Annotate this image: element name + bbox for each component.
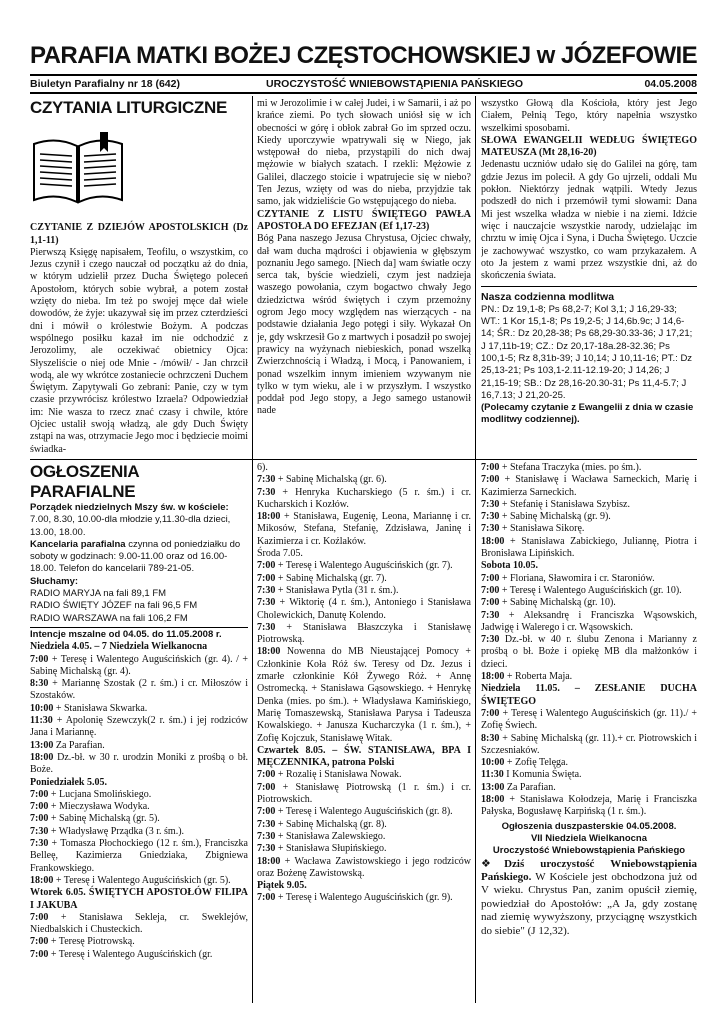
intention-entry <box>30 875 248 887</box>
intention-entry <box>30 740 248 752</box>
intention-entry <box>30 912 248 937</box>
intention-entry <box>481 782 697 794</box>
intention-time: 7:30 <box>481 511 500 523</box>
intention-entry <box>30 715 248 740</box>
intention-text: + Wiktorię (4 r. śm.), Antoniego i Stanisława Cholewickich, Danutę Kolendo. <box>257 597 471 621</box>
intention-entry <box>481 474 697 499</box>
intention-text: + Mariannę Szostak (2 r. śm.) i cr. Miłoszów i Szostaków. <box>30 678 248 702</box>
column-rule-1 <box>252 96 253 1003</box>
mass-order-heading: Porządek niedzielnych Mszy św. w kościele: <box>30 502 229 513</box>
intention-entry <box>481 671 697 683</box>
gospel-text: Jedenastu uczniów udało się do Galilei na górę, tam gdzie Jezus im polecił. A gdy Go ujrzeli, oddali Mu pokłon. Niektórzy jednak wątpili. Wtedy Jezus podszedł do nich i przemówił tymi słowami: Dana Mi jest wszelka władza w niebie i na ziemi. Idźcie więc i nauczajcie wszystkie narody, udzielając im chrztu w imię Ojca i Syna, i Ducha Świętego. Uczcie je zachowywać wszystko, co wam przykazałem. A oto Ja jestem z wami przez wszystkie dni, aż do skończenia świata. <box>481 159 697 282</box>
intention-time: 8:30 <box>30 678 49 690</box>
radio-1: RADIO MARYJA na fali 89,1 FM <box>30 588 167 600</box>
intention-entry <box>481 560 697 572</box>
intention-time: Poniedziałek 5.05. <box>30 776 107 788</box>
first-reading-continued: mi w Jerozolimie i w całej Judei, i w Samarii, i aż po krańce ziemi. Po tych słowach uniósł się w ich obecności w górę i obłok zabrał Go im sprzed oczu. Kiedy uporczywie wpatrywali się w Niego, jak wstępował do nieba, przystąpili do nich dwaj mężowie w białych szatach. I rzekli: Mężowie z Galilei, dlaczego stoicie i wpatrujecie się w niebo? Ten Jezus, wzięty od was do nieba, przyjdzie tak samo, jak widzieliście Go wstępującego do nieba. <box>257 98 471 208</box>
intention-time: 7:00 <box>257 560 276 572</box>
intention-text: + Sabinę Michalską (gr. 7). <box>275 572 387 584</box>
intention-entry <box>481 462 697 474</box>
intention-time: Niedziela 4.05. – 7 Niedziela Wielkanocna <box>30 641 208 653</box>
intention-text: + Sabinę Michalską (gr. 9). <box>499 511 611 523</box>
intention-entry <box>257 487 471 512</box>
intention-text: + Stanisława Zalewskiego. <box>275 830 386 842</box>
intention-time: 7:00 <box>481 584 500 596</box>
intention-time: 7:00 <box>30 936 49 948</box>
intention-time: 7:00 <box>481 572 500 584</box>
intention-time: 10:00 <box>481 757 505 769</box>
intention-entry <box>481 499 697 511</box>
intention-text: + Roberta Maja. <box>504 671 573 683</box>
feast-title: UROCZYSTOŚĆ WNIEBOWSTĄPIENIA PAŃSKIEGO <box>266 78 524 90</box>
pastoral-heading-1: Ogłoszenia duszpasterskie 04.05.2008. <box>501 820 677 832</box>
intention-entry <box>257 597 471 622</box>
intention-entry <box>257 560 471 572</box>
intention-text: Za Parafian. <box>504 781 556 793</box>
intention-text: + Stanisława Błaszczyka i Stanisławę Piotrowską. <box>257 621 471 646</box>
intention-text: + Sabinę Michalską (gr. 8). <box>275 818 387 830</box>
intention-time: 7:30 <box>257 621 276 633</box>
intention-time: 7:00 <box>30 813 49 825</box>
announcements-title: OGŁOSZENIA PARAFIALNE <box>30 462 140 501</box>
intention-entry <box>481 683 697 708</box>
intention-text: + Lucjana Smolińskiego. <box>48 788 152 800</box>
intention-time: 7:30 <box>257 818 276 830</box>
intention-entry <box>257 511 471 548</box>
intention-time: 7:00 <box>257 769 276 781</box>
bulletin-number: Biuletyn Parafialny nr 18 (642) <box>30 78 180 90</box>
intention-entry <box>481 634 697 671</box>
section-rule <box>30 459 697 460</box>
intention-text: + Stanisława Sekleja, cr. Sweklejów, Niedbalskich i Chusteckich. <box>30 911 248 936</box>
intention-time: 18:00 <box>481 671 505 683</box>
intention-time: 7:30 <box>257 486 276 498</box>
intention-time: 7:00 <box>30 653 49 665</box>
intention-entry <box>30 826 248 838</box>
intention-time: 7:00 <box>257 572 276 584</box>
intention-entry <box>257 474 471 486</box>
intention-text: + Teresę i Walentego Auguścińskich (gr. 7). <box>275 560 453 572</box>
intention-entry <box>257 831 471 843</box>
intention-text: + Sabinę Michalską (gr. 5). <box>48 813 160 825</box>
intention-text: + Stanisława Sikorę. <box>499 523 585 535</box>
office-heading: Kancelaria parafialna <box>30 538 126 550</box>
intention-time: 7:30 <box>257 830 276 842</box>
intention-time: 18:00 <box>257 855 281 867</box>
intention-time: 7:30 <box>481 634 500 646</box>
intention-time: 10:00 <box>30 702 54 714</box>
intention-entry <box>257 585 471 597</box>
intention-text: Dz.-bł. w 30 r. urodzin Moniki z prośbą o bł. Boże. <box>30 751 248 776</box>
intention-entry <box>30 887 248 912</box>
intention-text: + Tomasza Płochockiego (12 r. śm.), Franciszka Belleę, Kazimierza Gniedziaka, Zbigniewa Frankowskiego. <box>30 838 248 874</box>
open-bible-icon <box>30 124 126 208</box>
intentions-list-2 <box>257 462 471 905</box>
intention-entry <box>481 536 697 561</box>
intention-text: 6). <box>257 462 268 473</box>
intention-entry <box>481 585 697 597</box>
pastoral-heading-2: VII Niedziela Wielkanocna <box>530 832 648 844</box>
intention-time: 7:30 <box>30 838 49 850</box>
intention-entry <box>30 949 248 961</box>
intention-time: Piątek 9.05. <box>257 880 307 892</box>
intention-time: 7:30 <box>30 825 49 837</box>
intention-text: + Stanisławę Piotrowską (1 r. śm.) i cr. Piotrowskich. <box>257 781 471 806</box>
intention-entry <box>481 733 697 758</box>
newspaper-title: PARAFIA MATKI BOŻEJ CZĘSTOCHOWSKIEJ w JÓZEFOWIE <box>30 42 697 69</box>
intention-time: 18:00 <box>481 535 505 547</box>
second-reading-continued: wszystko Głową dla Kościoła, który jest Jego Ciałem, Pełnią Tego, który napełnia wszystko wszelkimi sposobami. <box>481 98 697 134</box>
intention-time: 7:00 <box>257 806 276 818</box>
intention-time: 7:30 <box>257 597 276 609</box>
intention-time: 13:00 <box>481 781 505 793</box>
intention-entry <box>30 801 248 813</box>
intention-text: + Teresę i Walentego Auguścińskich (gr. <box>48 948 213 960</box>
intention-entry <box>481 610 697 635</box>
intention-text: + Stefanię i Stanisława Szybisz. <box>499 498 630 510</box>
intention-time: 7:00 <box>30 801 49 813</box>
intention-entry <box>481 708 697 733</box>
intention-time: 18:00 <box>257 646 281 658</box>
issue-date: 04.05.2008 <box>644 78 697 90</box>
listen-heading: Słuchamy: <box>30 575 79 587</box>
readings-title: CZYTANIA LITURGICZNE <box>30 98 228 117</box>
intention-entry <box>257 843 471 855</box>
intention-entry <box>481 523 697 535</box>
intention-time: 18:00 <box>481 794 505 806</box>
intention-time: 18:00 <box>30 751 54 763</box>
intention-text: + Teresę Piotrowską. <box>48 936 135 948</box>
intention-entry <box>257 548 471 560</box>
intention-entry <box>30 654 248 679</box>
intention-text: + Stanisława Słupińskiego. <box>275 843 387 855</box>
intention-time: 11:30 <box>30 715 53 727</box>
first-reading-heading: CZYTANIE Z DZIEJÓW APOSTOLSKICH (Dz 1,1-11) <box>30 222 248 246</box>
intention-entry <box>481 757 697 769</box>
intentions-list-3 <box>481 462 697 819</box>
intention-text: Dz.-bł. w 40 r. ślubu Zenona i Marianny z prośbą o bł. Boże i opiekę MB dla małżonków i dzieci. <box>481 634 697 670</box>
intention-text: I Komunia Święta. <box>503 769 582 781</box>
intention-time: 7:00 <box>481 707 500 719</box>
intention-time: 7:00 <box>481 597 500 609</box>
intention-entry <box>257 856 471 881</box>
readings-column-3 <box>481 98 697 456</box>
radio-3: RADIO WARSZAWA na fali 106,2 FM <box>30 612 188 624</box>
intention-text: + Sabinę Michalską (gr. 11).+ cr. Piotrowskich i Szczesniaków. <box>481 732 697 756</box>
intention-text: Środa 7.05. <box>257 548 303 560</box>
intention-entry <box>257 462 471 474</box>
intention-time: 8:30 <box>481 732 500 744</box>
header-subline <box>30 74 697 94</box>
intention-entry <box>481 794 697 819</box>
intention-time: 18:00 <box>257 511 281 523</box>
column-rule-2 <box>475 96 476 1003</box>
intention-entry <box>257 782 471 807</box>
intention-entry <box>30 641 248 653</box>
intentions-list-1 <box>30 641 248 961</box>
intention-time: 7:00 <box>481 474 500 486</box>
intention-entry <box>481 597 697 609</box>
intention-entry <box>481 769 697 781</box>
intention-entry <box>257 745 471 770</box>
intention-entry <box>30 813 248 825</box>
intention-time: 7:00 <box>481 462 500 473</box>
intentions-column-2 <box>257 462 471 1004</box>
intention-time: 18:00 <box>30 874 54 886</box>
intention-time: 13:00 <box>30 739 54 751</box>
intention-text: + Mieczysława Wodyka. <box>48 801 150 813</box>
diamond-bullet-icon: ❖ <box>481 857 505 870</box>
intention-text: + Teresę i Walentego Auguścińskich (gr. 5). <box>53 874 231 886</box>
readings-column-1 <box>30 98 248 456</box>
intention-entry <box>30 936 248 948</box>
intention-text: + Floriana, Sławomira i cr. Staroniów. <box>499 572 655 584</box>
intention-entry <box>30 752 248 777</box>
pastoral-text: W Kościele jest obchodzona już od V wieku. Chrystus Pan, zanim opuścił ziemię, powiedział do Apostołów: „A Ja, gdy zostanę nad ziemię wywyższony, przyciągnę wszystkich do siebie" (J 12,32). <box>481 870 697 937</box>
intention-entry <box>257 573 471 585</box>
intention-text: + Aleksandrę i Franciszka Wąsowskich, Jadwigę i Walerego i cr. Wąsowskich. <box>481 609 697 633</box>
first-reading-text: Pierwszą Księgę napisałem, Teofilu, o wszystkim, co Jezus czynił i czego nauczał od początku aż do dnia, w którym udzielił przez Ducha Świętego poleceń Apostołom, których sobie wybrał, a potem został wzięty do nieba. Im też po swojej męce dał wiele dowodów, że żyje: ukazywał się im przez czterdzieści dni i mówił o królestwie Bożym. A podczas wspólnego posiłku kazał im nie odchodzić z Jerozolimy, ale oczekiwać obietnicy Ojca: Słyszeliście o niej ode Mnie - /mówił/ - Jan chrzcił wodą, ale wy wkrótce zostaniecie ochrzczeni Duchem Świętym. Zapytywali Go zebrani: Panie, czy w tym czasie przywrócisz królestwo Izraela? Odpowiedział im: Nie wasza to rzecz znać czasy i chwile, które Ojciec ustalił swoją władzą, ale gdy Duch Święty zstąpi na was, otrzymacie Jego moc i będziecie moimi świadka- <box>30 246 248 455</box>
intention-entry <box>30 789 248 801</box>
intention-time: 7:30 <box>257 584 276 596</box>
pastoral-heading-3: Uroczystość Wniebowstąpienia Pańskiego <box>492 845 686 857</box>
pastoral-lead: Dziś uroczystość Wniebowstąpienia Pańskiego. <box>481 857 697 883</box>
gospel-heading: SŁOWA EWANGELII WEDŁUG ŚWIĘTEGO MATEUSZA (Mt 28,16-20) <box>481 134 697 159</box>
intention-time: 7:30 <box>257 474 276 486</box>
intention-time: 7:00 <box>30 948 49 960</box>
intention-text: + Zofię Telęga. <box>504 757 568 769</box>
intention-entry <box>30 703 248 715</box>
intention-text: + Teresę i Walentego Auguścińskich (gr. 8). <box>275 806 453 818</box>
intention-entry <box>257 819 471 831</box>
intention-text: + Apolonię Szewczyk(2 r. śm.) i jej rodziców Jana i Mariannę. <box>30 715 248 739</box>
intention-text: + Stanisławę i Wacława Sarneckich, Marię i Kazimierza Sarneckich. <box>481 474 697 498</box>
second-reading-heading: CZYTANIE Z LISTU ŚWIĘTEGO PAWŁA APOSTOŁA DO EFEZJAN (Ef 1,17-23) <box>257 208 471 232</box>
intention-time: Sobota 10.05. <box>481 560 538 572</box>
office-text: czynna od poniedziałku do soboty w godzinach: 9.00-11.00 oraz od 16.00-18.00. Telefon do kancelarii 789-21-05. <box>30 538 241 575</box>
intention-text: + Sabinę Michalską (gr. 10). <box>499 597 616 609</box>
intention-text: + Władysławę Prządka (3 r. śm.). <box>48 825 185 837</box>
intention-time: 7:00 <box>257 781 276 793</box>
readings-column-2 <box>257 98 471 456</box>
intention-time: Czwartek 8.05. – ŚW. STANISŁAWA, BPA I MĘCZENNIKA, patrona Polski <box>257 744 471 769</box>
second-reading-text: Bóg Pana naszego Jezusa Chrystusa, Ojciec chwały, dał wam ducha mądrości i objawienia w głębszym poznaniu Jego samego. [Niech da] wam światłe oczy serca tak, byście wiedzieli, czym jest nadzieja waszego powołania, czym bogactwo chwały Jego dziedzictwa wśród świętych i czym przemożny ogrom Jego mocy względem nas wierzących - na podstawie działania Jego potęgi i siły. Wykazał On je, gdy wskrzesił Go z martwych i posadził po swojej prawicy na wyżynach niebieskich, ponad wszelką Zwierzchnością i Władzą, i Mocą, i Panowaniem, i ponad wszelkim innym imieniem wzywanym nie tylko w tym wieku, ale i w przyszłym. I wszystko poddał pod Jego stopy, a Jego samego ustanowił nade <box>257 233 471 417</box>
intention-entry <box>481 573 697 585</box>
intention-time: 7:30 <box>481 498 500 510</box>
intention-text: + Sabinę Michalską (gr. 6). <box>275 474 387 486</box>
intention-text: + Stanisława Skwarka. <box>53 702 148 714</box>
intention-text: + Stefana Traczyka (mies. po śm.). <box>499 462 642 473</box>
intention-entry <box>257 769 471 781</box>
intention-time: Wtorek 6.05. ŚWIĘTYCH APOSTOŁÓW FILIPA I JAKUBA <box>30 887 248 911</box>
intentions-heading: Intencje mszalne od 04.05. do 11.05.2008 r. <box>30 627 248 641</box>
intention-text: Za Parafian. <box>53 739 105 751</box>
daily-prayer-text: PN.: Dz 19,1-8; Ps 68,2-7; Kol 3,1; J 16,29-33; WT.: 1 Kor 15,1-8; Ps 19,2-5; J 14,6b.9c; J 14,6-14; ŚR.: Dz 20,28-38; Ps 68,29-30.33-36; J 17,21; J 17,11b-19; CZ.: Dz 20,17-18a.28-32.36; Ps 100,1-5; Rz 8,31b-39; J 10,14; J 10,11-16; PT.: Dz 25,13-21; Ps 103,1-2.11-12.19-20; J 14,26; J 21,15-19; SB.: Dz 28,16-20.30-31; Ps 11,4-5.7; J 16,7.13; J 21,20-25. <box>481 303 693 401</box>
intention-time: Niedziela 11.05. – ZESŁANIE DUCHA ŚWIĘTEGO <box>481 683 697 707</box>
announcements-column-1 <box>30 462 248 1004</box>
intention-time: 11:30 <box>481 769 504 781</box>
intention-time: 7:00 <box>257 892 276 904</box>
intention-entry <box>30 838 248 875</box>
intention-text: + Stanisława Zabickiego, Juliannę, Piotra i Bronisława Lipińskich. <box>481 535 697 560</box>
intention-entry <box>257 622 471 647</box>
intention-time: 7:30 <box>257 843 276 855</box>
intention-entry <box>30 777 248 789</box>
intention-time: 7:30 <box>481 609 500 621</box>
intention-time: 7:30 <box>481 523 500 535</box>
intention-text: + Henryka Kucharskiego (5 r. śm.) i cr. Kucharskich i Kozłów. <box>257 486 471 510</box>
intention-entry <box>257 806 471 818</box>
mass-order-text: 7.00, 8.30, 10.00-dla młodzie y,11.30-dla dzieci, 13.00, 18.00. <box>30 514 231 538</box>
intention-entry <box>257 646 471 744</box>
daily-prayer-note: (Polecamy czytanie z Ewangelii z dnia w czasie modlitwy codziennej). <box>481 402 694 426</box>
intention-text: + Rozalię i Stanisława Nowak. <box>275 769 402 781</box>
intention-entry <box>30 678 248 703</box>
intentions-column-3 <box>481 462 697 1004</box>
intention-text: + Stanisława Pytla (31 r. śm.). <box>275 584 399 596</box>
intention-text: Nowenna do MB Nieustającej Pomocy + Członkinie Koła Róż św. Teresy od Dz. Jezus i zmarłe członkinie Kół Żywego Róż. + Annę Ostromecką. + Stanisława Gąsowskiego. + Henrykę Denka (mies. po śm.). + Władysława Kamińskiego, Marię Tomaszewską, Stanisława Parysa i Tadeusza Kowalskiego. + Janusza Kucharczyka (1 r. śm.), + Zofię Kojczuk, Stanisławę Witak. <box>257 646 471 744</box>
intention-text: + Teresę i Walentego Auguścińskich (gr. 10). <box>499 584 682 596</box>
intention-time: 7:00 <box>30 911 49 923</box>
intention-entry <box>481 511 697 523</box>
intention-text: + Teresę i Walentego Auguścińskich (gr. 9). <box>275 892 453 904</box>
intention-text: + Teresę i Walentego Auguścińskich (gr. 11)./ + Zofię Świech. <box>481 707 697 732</box>
intention-time: 7:00 <box>30 788 49 800</box>
radio-2: RADIO ŚWIĘTY JÓZEF na fali 96,5 FM <box>30 600 198 612</box>
intention-text: + Teresę i Walentego Auguścińskich (gr. 4). / + Sabinę Michalską (gr. 4). <box>30 653 248 677</box>
intention-entry <box>257 892 471 904</box>
intention-text: + Stanisława, Eugenię, Leona, Mariannę i cr. Mikosów, Stefana, Stefanię, Zdzisława, Janinę i Kazimierza i cr. Koźlaków. <box>257 511 471 547</box>
intention-entry <box>257 880 471 892</box>
intention-text: + Wacława Zawistowskiego i jego rodziców oraz Bożenę Zawistowską. <box>257 855 471 879</box>
daily-prayer-title: Nasza codzienna modlitwa <box>481 286 697 303</box>
intention-text: + Stanisława Kołodzeja, Marię i Franciszka Pałyska, Bogusławę Karpińską (1 r. śm.). <box>481 794 697 818</box>
